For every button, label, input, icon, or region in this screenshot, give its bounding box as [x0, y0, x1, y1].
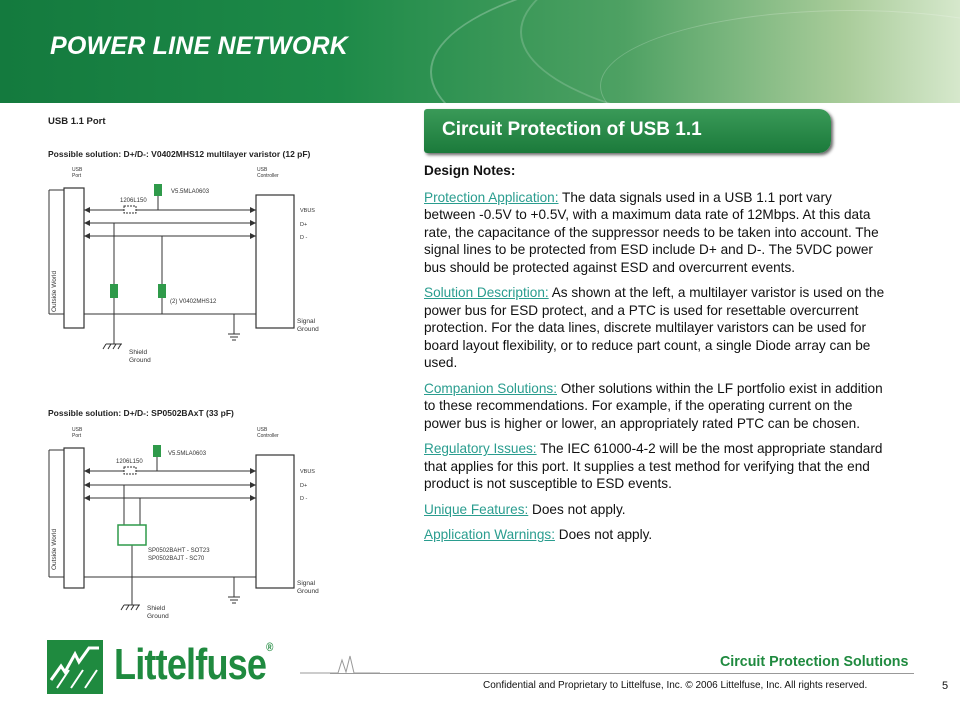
- note-text: As shown at the left, a multilayer varistor is used on the power bus for ESD protect, and a PTC is used for resettable overcurrent protection. For the data lines, discrete multilayer varistors can be used for board layout flexibility, or to reduce part count, a single Diode array can be used.: [424, 285, 885, 370]
- shield-ground-symbol: [103, 344, 122, 349]
- varistor-vbus-symbol: [154, 184, 162, 196]
- page-number: 5: [942, 680, 949, 692]
- varistor-data-label: (2) V0402MHS12: [170, 299, 217, 305]
- vbus-label: VBUS: [300, 469, 315, 475]
- usb-port-label: USB: [72, 427, 83, 433]
- littelfuse-logo-text: [114, 640, 273, 690]
- design-notes-heading: Design Notes:: [424, 163, 516, 178]
- slide-title: POWER LINE NETWORK: [50, 32, 349, 60]
- shield-ground-label: Ground: [129, 357, 151, 364]
- note-label: Unique Features:: [424, 501, 529, 517]
- note-label: Companion Solutions:: [424, 380, 557, 396]
- design-notes: [424, 162, 886, 552]
- diagram-subtitle: Possible solution: D+/D-: V0402MHS12 multilayer varistor (12 pF): [48, 149, 311, 159]
- diagram-title: USB 1.1 Port: [48, 116, 106, 127]
- dplus-label: D+: [300, 222, 308, 228]
- note-label: Regulatory Issues:: [424, 441, 537, 456]
- signal-ground-symbol: [228, 597, 240, 603]
- tagline: Circuit Protection Solutions: [720, 653, 909, 670]
- ptc-fuse-symbol: [124, 206, 136, 213]
- dminus-label: D -: [300, 496, 308, 502]
- signal-ground-label: Signal: [297, 318, 316, 325]
- usb-port-connector: [64, 188, 84, 328]
- varistor-vbus-label: V5.5MLA0603: [168, 451, 207, 457]
- note-paragraph: [424, 440, 886, 493]
- note-text: Does not apply.: [554, 527, 653, 542]
- section-title-bar: [424, 109, 831, 153]
- varistor-dminus-symbol: [158, 284, 166, 298]
- dplus-label: D+: [300, 483, 308, 489]
- varistor-dplus-symbol: [110, 284, 118, 298]
- diode-array-label: SP0502BAJT - SC70: [148, 556, 205, 562]
- note-paragraph: [424, 380, 886, 433]
- ptc-fuse-symbol: [124, 467, 136, 474]
- shield-ground-label: Shield: [147, 605, 166, 612]
- usb-controller-block: [256, 195, 294, 328]
- note-label: Protection Application:: [424, 189, 559, 205]
- footer-divider: [330, 673, 914, 674]
- usb-circuit-diagram-diode-array: [44, 405, 334, 625]
- note-label: Application Warnings:: [424, 527, 555, 542]
- note-paragraph: [424, 189, 886, 277]
- varistor-vbus-label: V5.5MLA0603: [171, 189, 210, 195]
- outside-world-label: Outside World: [51, 528, 58, 570]
- ptc-label: 1206L150: [116, 459, 143, 465]
- diode-array-symbol: [118, 525, 146, 545]
- note-paragraph: [424, 526, 886, 544]
- shield-ground-symbol: [121, 605, 140, 610]
- lightning-icon: [47, 640, 103, 694]
- usb-controller-label: Controller: [257, 173, 279, 179]
- header-banner: [0, 0, 960, 103]
- usb-controller-label: USB: [257, 427, 268, 433]
- signal-ground-label: Ground: [297, 588, 319, 595]
- usb-port-label: Port: [72, 173, 82, 179]
- shield-ground-label: Ground: [147, 613, 169, 620]
- logo-wordmark: Littelfuse: [114, 640, 267, 689]
- outside-world-label: Outside World: [51, 270, 58, 312]
- registered-mark: ®: [266, 640, 273, 654]
- note-text: Does not apply.: [528, 501, 626, 517]
- signal-ground-label: Ground: [297, 326, 319, 333]
- littelfuse-logo-mark: [47, 640, 103, 694]
- diode-array-label: SP0502BAHT - SOT23: [148, 548, 210, 554]
- note-paragraph: [424, 501, 886, 519]
- signal-ground-symbol: [228, 334, 240, 340]
- diagram-subtitle: Possible solution: D+/D-: SP0502BAxT (33 pF): [48, 408, 234, 418]
- vbus-label: VBUS: [300, 208, 315, 214]
- usb-controller-label: USB: [257, 167, 268, 173]
- usb-port-label: USB: [72, 167, 83, 173]
- usb-port-connector: [64, 448, 84, 588]
- usb-controller-block: [256, 455, 294, 588]
- usb-controller-label: Controller: [257, 433, 279, 439]
- shield-ground-label: Shield: [129, 349, 148, 356]
- note-text: Other solutions within the LF portfolio exist in addition to these recommendations. For example, if the operating current on the power bus is higher or lower, an appropriately rated PTC can be chosen.: [424, 380, 883, 431]
- section-title: Circuit Protection of USB 1.1: [442, 119, 702, 140]
- usb-port-label: Port: [72, 433, 82, 439]
- signal-ground-label: Signal: [297, 580, 316, 587]
- note-label: Solution Description:: [424, 285, 549, 300]
- note-text: The IEC 61000-4-2 will be the most appropriate standard that applies for this port. It supplies a test method for verifying that the end product is not susceptible to ESD events.: [424, 441, 883, 491]
- confidential-notice: Confidential and Proprietary to Littelfuse, Inc. © 2006 Littelfuse, Inc. All rights reserved.: [483, 680, 868, 691]
- ptc-label: 1206L150: [120, 198, 147, 204]
- note-paragraph: [424, 284, 886, 372]
- varistor-vbus-symbol: [153, 445, 161, 457]
- dminus-label: D -: [300, 235, 308, 241]
- usb-circuit-diagram-varistor: [44, 112, 334, 372]
- note-text: The data signals used in a USB 1.1 port vary between -0.5V to +0.5V, with a maximum data rate of 12Mbps. At this data rate, the capacitance of the suppressor needs to be taken into account. The signal lines to be protected from ESD include D+ and D-. The 5VDC power bus should be protected against ESD and overcurrent events.: [424, 189, 879, 275]
